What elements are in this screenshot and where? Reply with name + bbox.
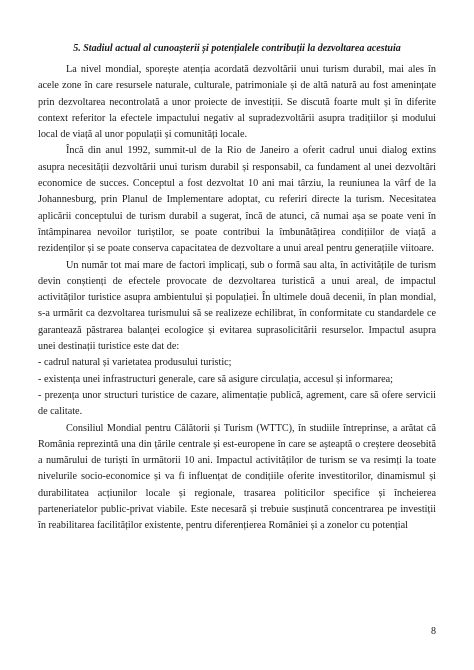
list-item-infrastructure: - existența unei infrastructuri generale, care să asigure circulația, accesul și informarea; bbox=[38, 373, 393, 385]
paragraph-1: La nivel mondial, sporește atenția acordată dezvoltării unui turism durabil, mai ales în acele zone în care resursele naturale, culturale, patrimoniale și de altă natură au fost amenințate prin dezvoltarea necontrolată a unor proiecte de investiții. Se discută foarte mult și în diferite context referitor la efectele impactului negativ al supradezvoltării asupra tradițiilor și modului local de viață al unor populații și comunități locale. bbox=[38, 64, 436, 141]
page-number: 8 bbox=[431, 626, 436, 637]
list-item-tourist-structures: - prezența unor structuri turistice de cazare, alimentație publică, agrement, care să ofere servicii de calitate. bbox=[38, 389, 436, 418]
list-item-natural-setting: - cadrul natural și varietatea produsului turistic; bbox=[38, 357, 232, 369]
page-content bbox=[38, 42, 436, 535]
paragraph-3: Un număr tot mai mare de factori implicați, sub o formă sau alta, în activitățile de turism devin conștienți de efectele provocate de dezvoltarea turistică a unui areal, de impactul activităților turistice asupra ambientului și populației. În ultimele două decenii, în plan mondial, s-a urmărit ca dezvoltarea turismului să se realizeze echilibrat, în conformitate cu standardele ce garantează păstrarea balanței ecologice și evitarea suprasolicitării resurselor. Impactul asupra unei destinații turistice este dat de: bbox=[38, 259, 436, 353]
paragraph-4: Consiliul Mondial pentru Călătorii și Turism (WTTC), în studiile întreprinse, a arătat că România reprezintă una din țările centrale și est-europene în care se așteaptă o creștere deosebită a numărului de turiști în următorii 10 ani. Impactul activităților de turism se va resimți la toate nivelurile socio-economice și va fi influențat de condițiile oferite investitorilor, dinamismul și durabilitatea acțiunilor locale și regionale, trasarea politicilor specifice și încheierea parteneriatelor public-privat viabile. Este necesară și trebuie susținută concentrarea pe investiții în reabilitarea facilităților existente, pentru diferențierea României și a zonelor cu potențial bbox=[38, 422, 436, 532]
section-heading: 5. Stadiul actual al cunoașterii și potențialele contribuții la dezvoltarea acestuia bbox=[73, 43, 401, 54]
paragraph-2: Încă din anul 1992, summit-ul de la Rio de Janeiro a oferit cadrul unui dialog extins asupra necesității dezvoltării unui turism durabil și responsabil, ca fundament al unei dezvoltări economice de succes. Conceptul a fost dezvoltat 10 ani mai târziu, la reuniunea la vârf de la Johannesburg, prin Planul de Implementare adoptat, cu referiri directe la turism. Necesitatea aplicării conceptului de turism durabil a sugerat, încă de atunci, că numai așa se poate veni în întâmpinarea nevoilor turiștilor, se poate contribui la îmbunătățirea condițiilor de viață a rezidenților și se poate conserva capacitatea de dezvoltare a unui areal pentru generațiile viitoare. bbox=[38, 145, 436, 255]
